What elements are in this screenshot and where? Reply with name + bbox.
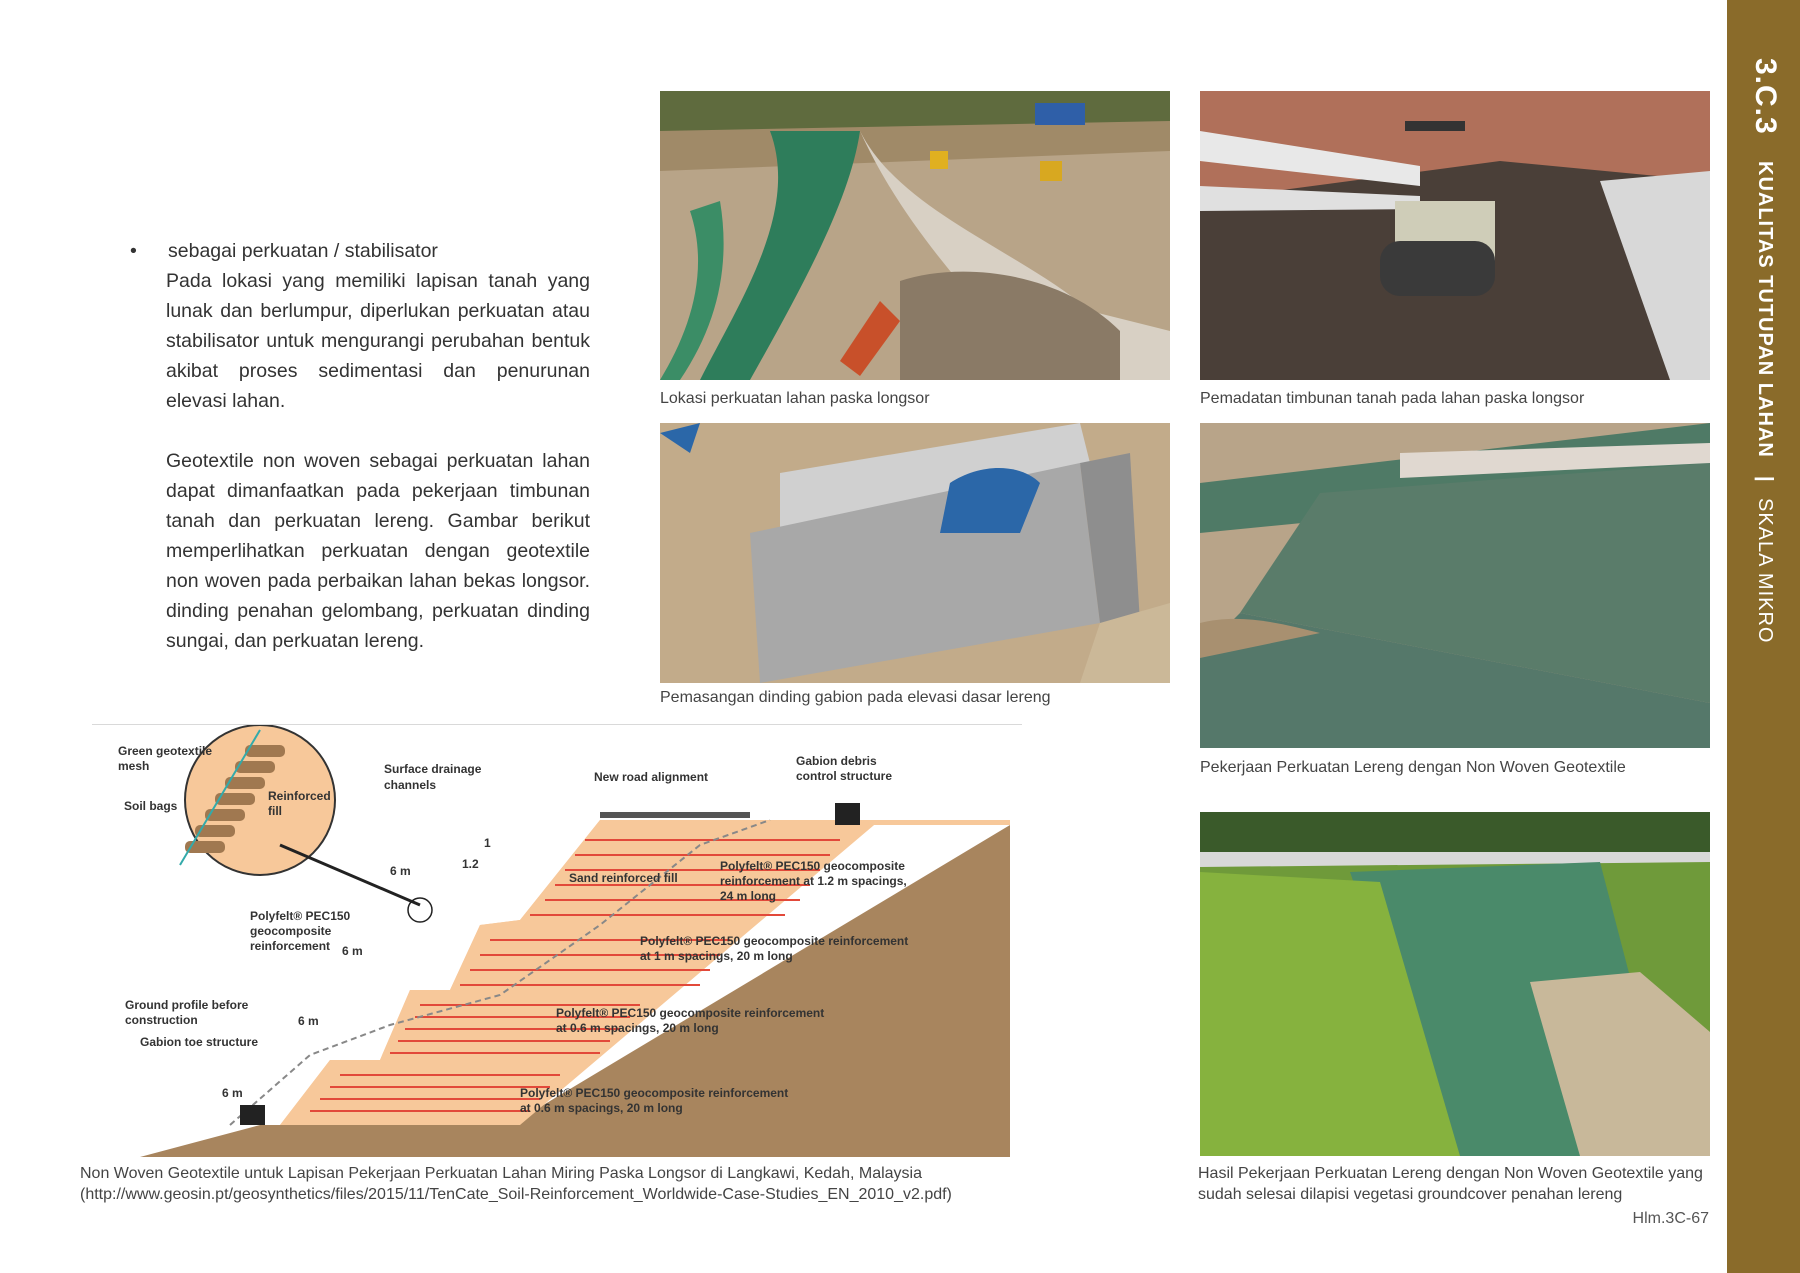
label-gabion-toe: Gabion toe structure bbox=[140, 1035, 259, 1049]
label-polyfelt-left-1: Polyfelt® PEC150 bbox=[250, 909, 351, 923]
label-new-road: New road alignment bbox=[594, 770, 709, 784]
body-text bbox=[130, 236, 590, 656]
label-surface-drainage-2: channels bbox=[384, 778, 437, 792]
label-slope-ratio-2: 1 bbox=[484, 836, 491, 850]
photo-caption-2: Pemadatan timbunan tanah pada lahan paska longsor bbox=[1200, 390, 1585, 407]
label-soil-bags: Soil bags bbox=[124, 799, 178, 813]
label-r2-line-2: at 1 m spacings, 20 m long bbox=[640, 949, 793, 963]
label-r1-line-3: 24 m long bbox=[720, 889, 777, 903]
photo-landslide-site bbox=[660, 91, 1170, 380]
photo-caption-3: Pemasangan dinding gabion pada elevasi dasar lereng bbox=[660, 689, 1051, 706]
label-dim-6m-4: 6 m bbox=[222, 1086, 243, 1100]
label-dim-6m-2: 6 m bbox=[342, 944, 363, 958]
label-green-mesh-1: Green geotextile bbox=[118, 744, 213, 758]
paragraph-1: Pada lokasi yang memiliki lapisan tanah yang lunak dan berlumpur, diperlukan perkuatan atau stabilisator untuk mengurangi perubahan bentuk akibat proses sedimentasi dan penurunan elevasi lahan. bbox=[166, 270, 590, 412]
photo-vegetated-slope bbox=[1200, 812, 1710, 1156]
label-slope-ratio-1: 1.2 bbox=[462, 857, 479, 871]
bullet-marker: • bbox=[130, 240, 137, 262]
label-green-mesh-2: mesh bbox=[118, 759, 150, 773]
section-number: 3.C.3 bbox=[1749, 58, 1782, 135]
diagram-caption-line-2: (http://www.geosin.pt/geosynthetics/files/2015/11/TenCate_Soil-Reinforcement_Worldwide-Case-Studies_EN_2010_v2.pdf) bbox=[80, 1186, 952, 1203]
label-ground-profile-2: construction bbox=[125, 1013, 198, 1027]
photo-slope-reinforcement bbox=[1200, 423, 1710, 748]
label-r2-line-1: Polyfelt® PEC150 geocomposite reinforcement bbox=[640, 934, 909, 948]
sidebar-heading bbox=[1748, 58, 1782, 644]
label-r3-line-1: Polyfelt® PEC150 geocomposite reinforcement bbox=[556, 1006, 825, 1020]
photo-caption-5-line-1: Hasil Pekerjaan Perkuatan Lereng dengan Non Woven Geotextile yang bbox=[1198, 1165, 1703, 1182]
label-surface-drainage-1: Surface drainage bbox=[384, 762, 482, 776]
label-gabion-debris-1: Gabion debris bbox=[796, 754, 877, 768]
label-r1-line-1: Polyfelt® PEC150 geocomposite bbox=[720, 859, 905, 873]
label-r1-line-2: reinforcement at 1.2 m spacings, bbox=[720, 874, 907, 888]
road-alignment bbox=[600, 812, 750, 818]
diagram-caption-line-1: Non Woven Geotextile untuk Lapisan Pekerjaan Perkuatan Lahan Miring Paska Longsor di Langkawi, Kedah, Malaysia bbox=[80, 1165, 922, 1182]
photo-soil-compaction bbox=[1200, 91, 1710, 380]
detail-target-circle bbox=[408, 898, 432, 922]
label-dim-6m-3: 6 m bbox=[298, 1014, 319, 1028]
label-gabion-debris-2: control structure bbox=[796, 769, 893, 783]
gabion-debris-block bbox=[835, 803, 860, 825]
section-separator: | bbox=[1754, 476, 1776, 483]
label-polyfelt-left-2: geocomposite bbox=[250, 924, 332, 938]
label-r4-line-2: at 0.6 m spacings, 20 m long bbox=[520, 1101, 683, 1115]
photo-caption-5 bbox=[1198, 1163, 1703, 1205]
photo-caption-1: Lokasi perkuatan lahan paska longsor bbox=[660, 390, 930, 407]
section-subtitle: SKALA MIKRO bbox=[1754, 498, 1776, 644]
label-reinforced-fill-2: fill bbox=[268, 804, 282, 818]
section-title: KUALITAS TUTUPAN LAHAN bbox=[1754, 161, 1776, 458]
label-r3-line-2: at 0.6 m spacings, 20 m long bbox=[556, 1021, 719, 1035]
diagram-caption bbox=[80, 1163, 952, 1205]
label-r4-line-1: Polyfelt® PEC150 geocomposite reinforcement bbox=[520, 1086, 789, 1100]
bullet-title: sebagai perkuatan / stabilisator bbox=[168, 240, 438, 262]
photo-gabion-wall bbox=[660, 423, 1170, 683]
label-reinforced-fill-1: Reinforced bbox=[268, 789, 331, 803]
gabion-toe-block bbox=[240, 1105, 265, 1125]
label-polyfelt-left-3: reinforcement bbox=[250, 939, 331, 953]
bullet-item bbox=[130, 236, 590, 266]
page-number: Hlm.3C-67 bbox=[1632, 1210, 1709, 1227]
label-dim-6m-1: 6 m bbox=[390, 864, 411, 878]
slope-cross-section-diagram bbox=[80, 725, 1010, 1157]
label-sand-fill: Sand reinforced fill bbox=[569, 871, 678, 885]
paragraph-2: Geotextile non woven sebagai perkuatan lahan dapat dimanfaatkan pada pekerjaan timbunan tanah dan perkuatan lereng. Gambar berikut memperlihatkan perkuatan dengan geotextile non woven pada perbaikan lahan bekas longsor. dinding penahan gelombang, perkuatan dinding sungai, dan perkuatan lereng. bbox=[166, 450, 590, 652]
photo-caption-5-line-2: sudah selesai dilapisi vegetasi groundcover penahan lereng bbox=[1198, 1186, 1623, 1203]
photo-caption-4: Pekerjaan Perkuatan Lereng dengan Non Woven Geotextile bbox=[1200, 759, 1626, 776]
label-ground-profile-1: Ground profile before bbox=[125, 998, 249, 1012]
